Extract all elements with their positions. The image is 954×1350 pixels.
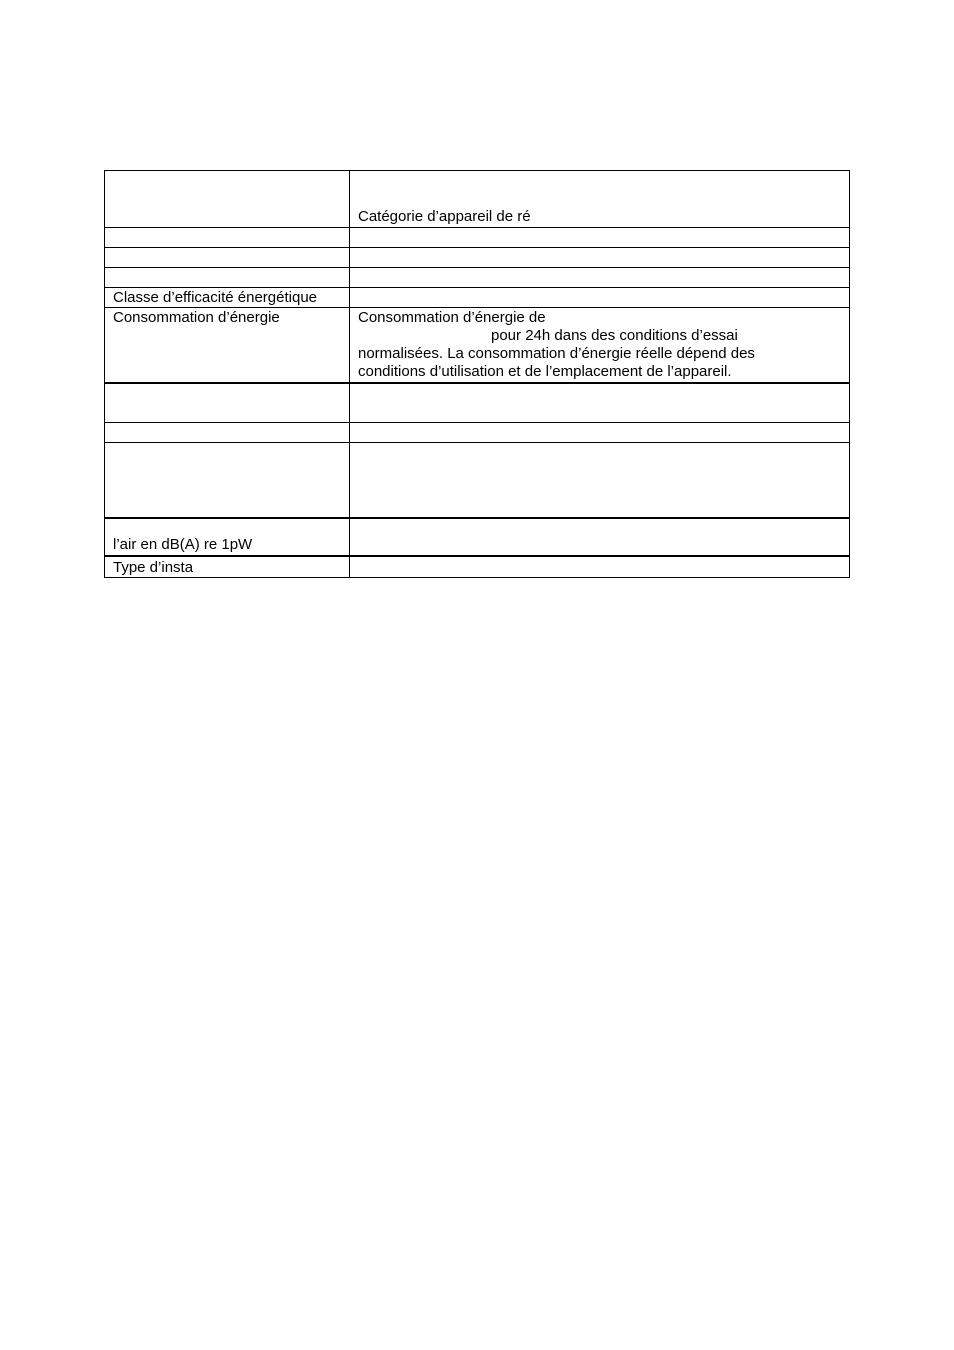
product-info-table [104, 170, 850, 578]
value-line: Consommation d’énergie de [358, 309, 546, 326]
value-line: normalisées. La consommation d’énergie réelle dépend des [358, 345, 755, 362]
table-row [105, 171, 849, 228]
row-value [350, 228, 849, 247]
table-row [105, 228, 849, 248]
value-line: conditions d’utilisation et de l’emplacement de l’appareil. [358, 363, 732, 380]
row-label [105, 557, 350, 577]
row-label [105, 268, 350, 287]
row-value [350, 384, 849, 422]
row-value-text: Catégorie d’appareil de ré [358, 208, 531, 225]
row-label [105, 248, 350, 267]
table-row [105, 519, 849, 557]
row-value [350, 171, 849, 227]
row-value [350, 443, 849, 517]
row-value [350, 423, 849, 442]
row-label-text: Classe d’efficacité énergétique [113, 289, 318, 306]
row-value [350, 308, 849, 382]
table-row [105, 557, 849, 577]
row-label [105, 384, 350, 422]
row-label [105, 308, 350, 382]
row-value [350, 288, 849, 307]
table-row [105, 384, 849, 423]
row-label-text: l’air en dB(A) re 1pW [113, 536, 253, 553]
row-label [105, 288, 350, 307]
table-row [105, 443, 849, 519]
row-label [105, 443, 350, 517]
row-value [350, 248, 849, 267]
row-label [105, 423, 350, 442]
table-row [105, 423, 849, 443]
row-label [105, 171, 350, 227]
row-label [105, 228, 350, 247]
row-label-text: Consommation d’énergie [113, 309, 280, 326]
value-line: pour 24h dans des conditions d’essai [491, 327, 738, 344]
row-value [350, 268, 849, 287]
table-row [105, 248, 849, 268]
row-value [350, 519, 849, 555]
row-value [350, 557, 849, 577]
table-row [105, 288, 849, 308]
table-row [105, 268, 849, 288]
row-label-text: Type d’insta [113, 559, 194, 576]
table-row [105, 308, 849, 384]
row-label [105, 519, 350, 555]
